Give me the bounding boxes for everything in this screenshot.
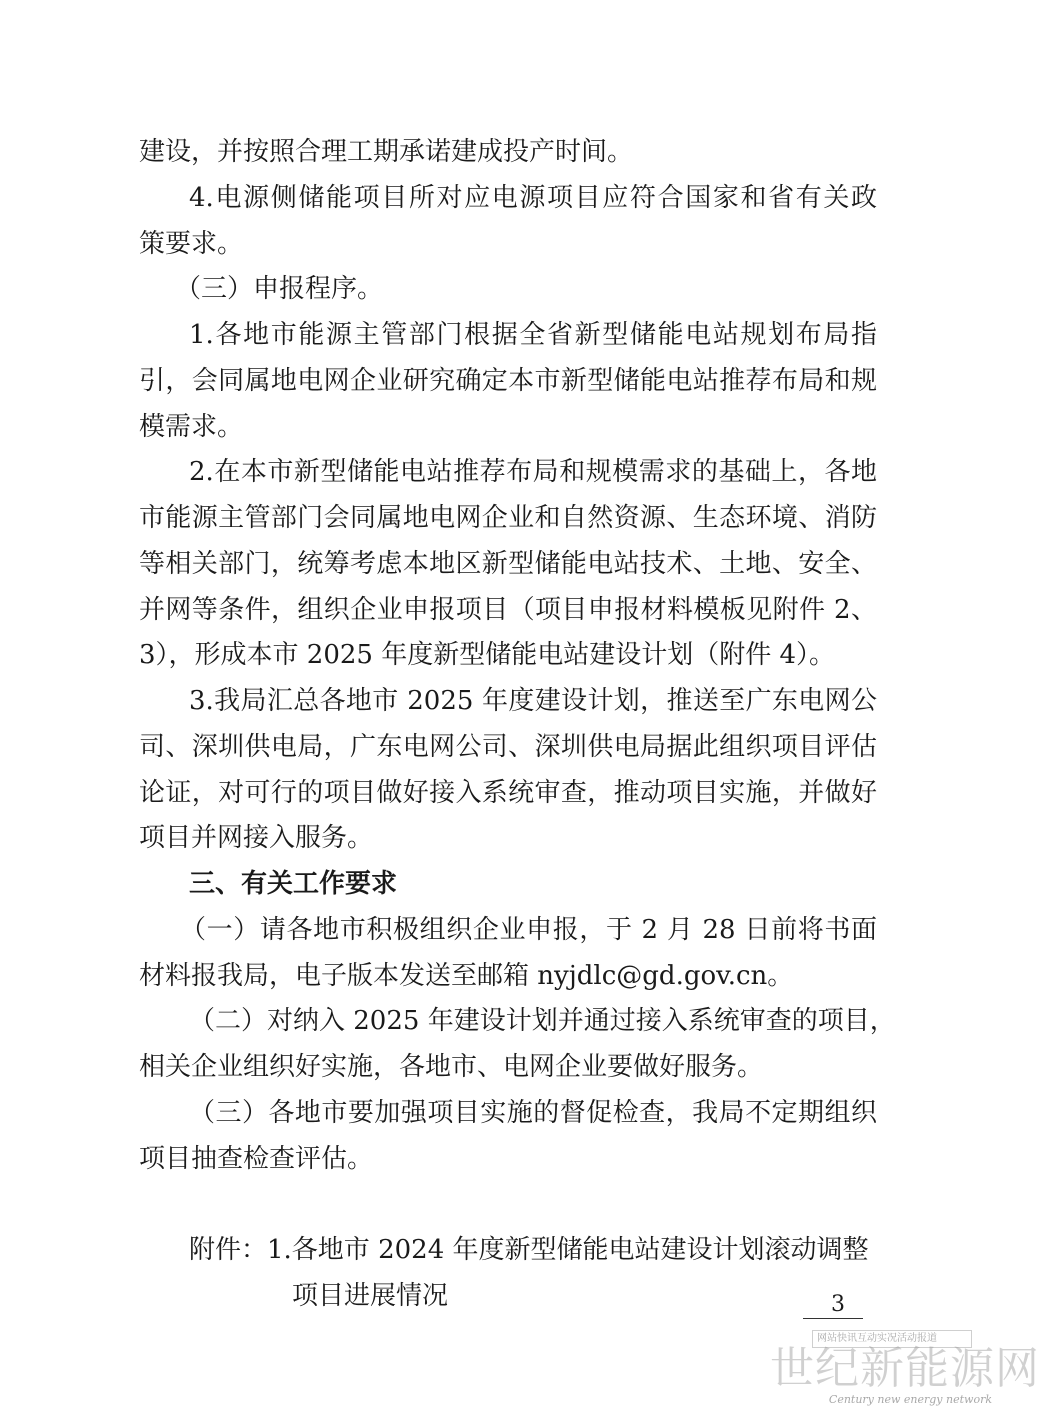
body-line: 材料报我局，电子版本发送至邮箱 nyjdlc@gd.gov.cn。: [139, 961, 794, 991]
body-line: 模需求。: [139, 412, 244, 442]
body-line: （三）各地市要加强项目实施的督促检查，我局不定期组织: [189, 1098, 877, 1128]
body-line: 项目并网接入服务。: [139, 823, 374, 853]
body-line: 论证，对可行的项目做好接入系统审查，推动项目实施，并做好: [139, 778, 877, 808]
body-line: 策要求。: [139, 229, 244, 259]
section-heading: 三、有关工作要求: [189, 869, 398, 899]
body-line: 3.我局汇总各地市 2025 年度建设计划，推送至广东电网公: [189, 686, 877, 716]
body-line: 等相关部门，统筹考虑本地区新型储能电站技术、土地、安全、: [139, 549, 877, 579]
body-line: 市能源主管部门会同属地电网企业和自然资源、生态环境、消防: [139, 503, 877, 533]
body-line: （二）对纳入 2025 年建设计划并通过接入系统审查的项目，: [189, 1006, 896, 1036]
body-line: 3），形成本市 2025 年度新型储能电站建设计划（附件 4）。: [139, 640, 836, 670]
section-heading: （三）申报程序。: [175, 274, 384, 304]
watermark-logo: 世纪新能源网: [770, 1343, 1040, 1394]
body-line: 4.电源侧储能项目所对应电源项目应符合国家和省有关政: [189, 183, 877, 213]
body-line: （一）请各地市积极组织企业申报，于 2 月 28 日前将书面: [180, 915, 877, 945]
body-line: 引，会同属地电网企业研究确定本市新型储能电站推荐布局和规: [139, 366, 877, 396]
body-line: 建设，并按照合理工期承诺建成投产时间。: [139, 137, 634, 167]
page-number-rule: [803, 1318, 863, 1319]
watermark-subtitle: 网站快讯互动实况活动报道: [812, 1330, 972, 1348]
body-line: 并网等条件，组织企业申报项目（项目申报材料模板见附件 2、: [139, 595, 877, 625]
body-line: 项目抽查检查评估。: [139, 1144, 374, 1174]
watermark-english: Century new energy network: [828, 1393, 992, 1406]
page-number: 3: [831, 1292, 845, 1317]
attachment-line: 项目进展情况: [292, 1281, 449, 1311]
attachment-line: 附件：1.各地市 2024 年度新型储能电站建设计划滚动调整: [189, 1235, 869, 1265]
body-line: 1.各地市能源主管部门根据全省新型储能电站规划布局指: [189, 320, 877, 350]
body-line: 司、深圳供电局，广东电网公司、深圳供电局据此组织项目评估: [139, 732, 877, 762]
body-line: 2.在本市新型储能电站推荐布局和规模需求的基础上，各地: [189, 457, 877, 487]
body-line: 相关企业组织好实施，各地市、电网企业要做好服务。: [139, 1052, 764, 1082]
